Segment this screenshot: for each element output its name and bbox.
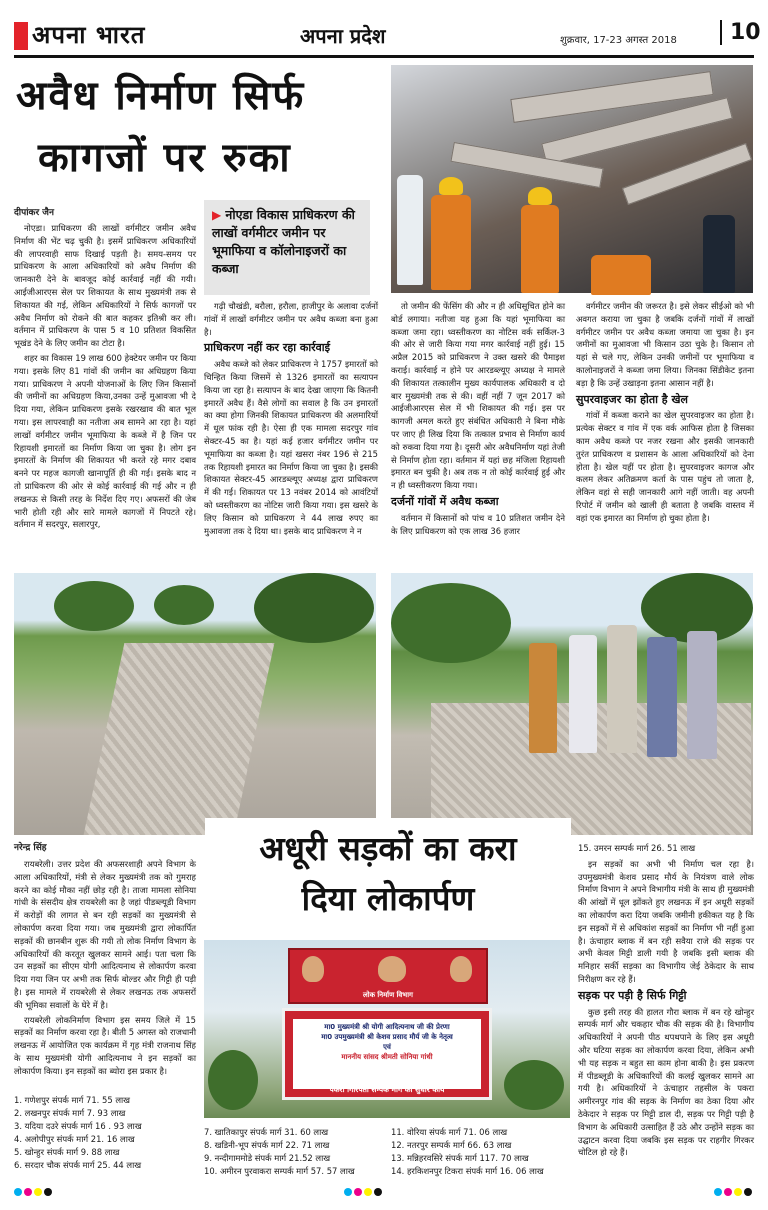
story2-byline: नरेन्द्र सिंह xyxy=(14,843,47,853)
board-line-1: मा0 मुख्यमंत्री श्री योगी आदित्यनाथ जी की प्रेरणा xyxy=(324,1023,450,1031)
story1-col3-para2: वर्तमान में किसानों को पांच व 10 प्रतिशत जमीन देने के लिए प्राधिकरण को एक लाख 36 हजार xyxy=(391,512,565,536)
newspaper-brand: अपना भारत xyxy=(32,21,146,49)
story1-byline: दीपांकर जैन xyxy=(14,208,54,218)
header-rule xyxy=(14,55,754,58)
story2-col1-para1: रायबरेली। उत्तर प्रदेश की अफसरशाही अपने विभाग के आला अधिकारियों, मंत्री से लेकर मुख्यमंत्री तक को गुमराह करने का कोई मौका नहीं छोड़ रही है। ताजा मामला सोनिया गांधी के संसदीय क्षेत्र रायबरेली का है जहां पीडब्ल्यूडी विभाग में करोड़ों की लागत से बन रही सड़कों का मुख्यमंत्री से लोकार्पण करवा दिया गया। जब मुख्यमंत्री द्वारा लोकार्पित सड़कों की छानबीन शुरू की गयी तो लोक निर्माण विभाग के अधिकारियों की करतूत खुलकर सामने आई। पता चला कि उन सड़कों का सीएम योगी आदित्यनाथ से लोकार्पण करवा दिया गया जिन पर अभी तक सिर्फ बोल्डर और गिट्टी ही पड़ी है। इस मामले में रायबरेली से लेकर लखनऊ तक अफसरों की भूमिका सवालों के घेरे में है। xyxy=(14,859,196,1010)
section-title: अपना प्रदेश xyxy=(300,24,386,48)
pullquote-text: नोएडा विकास प्राधिकरण की लाखों वर्गमीटर जमीन पर भूमाफिया व कॉलोनाइजरों का कब्जा xyxy=(212,207,355,276)
road-item: 8. खडिनी-भूप संपर्क मार्ग 22. 71 लाख xyxy=(204,1140,330,1150)
road-item: 3. यदिया दउरे संपर्क मार्ग 16 . 93 लाख xyxy=(14,1121,142,1131)
road-item-15: 15. उमरन सम्पर्क मार्ग 26. 51 लाख xyxy=(578,843,696,853)
story1-subhead-3: सुपरवाइजर का होता है खेल xyxy=(576,392,688,406)
board-footer: पकरा गिरिपता सम्पर्क मार्ग का सुधार कार्य xyxy=(329,1085,445,1094)
story1-col1-para1: नोएडा। प्राधिकरण की लाखों वर्गमीटर जमीन अवैध निर्माण की भेंट चढ़ चुकी है। इसमें प्राधिकरण अधिकारियों की लापरवाही साफ दिखाई पड़ती है। समय-समय पर प्राधिकरण के आला अधिकारियों को अवैध निर्माण की जानकारी देने के बावजूद कोई कार्रवाई नहीं की गयी। आईजीआरएस सेल पर शिकायत के साथ मुख्यमंत्री तक से शिकायत की गई, लेकिन अधिकारियों ने सिर्फ कागजों पर अवैध निर्माण को रोकने की बात कहकर इतिश्री कर ली। वर्तमान में प्राधिकरण के पास 5 व 10 प्रतिशत विकसित भूखंड देने के लिए जमीन का टोटा है। xyxy=(14,223,196,349)
road-item: 14. हरकिशनपुर टिकरा संपर्क मार्ग 16. 06 लाख xyxy=(391,1166,544,1176)
board-top-banner xyxy=(288,948,488,1004)
board-main-plaque xyxy=(282,1008,492,1100)
story1-pullquote xyxy=(204,200,370,295)
story2-column-1 xyxy=(14,858,196,1076)
story1-column-1 xyxy=(14,222,196,558)
pullquote-marker-icon: ▶ xyxy=(212,208,226,222)
story2-col4-para2: कुछ इसी तरह की हालत गौरा ब्लाक में बन रहे खोन्हुर सम्पर्क मार्ग और चकहार चौक की सड़क की है। विभागीय अधिकारियों ने अपनी पीठ थपथपाने के लिए इस अधूरी और घटिया सड़क का लोकार्पण करवा दिया, लेकिन अभी भी यह सड़क न बहुत सा काम होना बाकी है। इस प्रकरण में पीडब्लूडी के अधिकारियों की कलई खुलकर सामने आ गयी है। अधिकारियों ने ऊंचाहार तहसील के पकरा अमीरनपुर गांव की सड़क के निर्माण का ठेका दिया और ठेकेदार ने सड़क पर मिट्टी डाल दी, सड़क पर गिट्टी पड़ी है विभाग के अधिकारी उत्साहित हैं उठे और उन्होंने सड़क का उद्घाटन करवा दिया जबकि इस सड़क पर राहगीर गिरकर चोटिल हो रहे हैं। xyxy=(578,1006,754,1158)
inauguration-board-photo xyxy=(204,940,570,1118)
story1-col2-para2: अवैध कब्जे को लेकर प्राधिकरण ने 1757 इमारतों को चिन्हित किया जिसमें से 1326 इमारतों का सत्यापन किया जा रहा है। सत्यापन के बाद देखा जाएगा कि कितनी इमारतें अवैध हैं। वैसे लोगों का सवाल है कि उन इमारतों का क्या होगा जिनकी शिकायत प्राधिकरण की अलमारियों में धूल फांक रही है। ऐसा ही एक मामला सदरपुर गांव सेक्टर-45 का है। यहां कई हजार वर्गमीटर जमीन पर भूमाफिया का कब्जा है। यहां खसरा नंबर 196 से 215 तक रिहायशी इमारत का निर्माण किया जा चुका है। इसकी शिकायत सेक्टर-45 आरडब्ल्यूए अध्यक्ष द्वारा प्राधिकरण में की गई। शिकायत पर 13 नवंबर 2014 को आवंटियों को ध्वस्तीकरण का नोटिस जारी किया गया। इस खसरे के लिए किसान को प्राधिकरण ने 44 लाख रुपए का मुआवजा तक दे दिया था। इसके बाद प्राधिकरण ने न xyxy=(204,359,378,536)
road-item: 13. मन्निहरवसिरे संपर्क मार्ग 117. 70 लाख xyxy=(391,1153,529,1163)
board-top-caption: लोक निर्माण विभाग xyxy=(363,991,413,999)
road-item: 1. गणेशपुर संपर्क मार्ग 71. 55 लाख xyxy=(14,1095,131,1105)
story2-column-4 xyxy=(578,842,754,1182)
board-line-3: एवं xyxy=(383,1043,391,1051)
road-list-2 xyxy=(204,1126,384,1178)
header-accent-bar xyxy=(14,22,28,50)
road-item: 5. खोन्हुर संपर्क मार्ग 9. 88 लाख xyxy=(14,1147,120,1157)
unfinished-road-photo-1 xyxy=(14,573,376,835)
story1-col2-para1: गढ़ी चौखंडी, बरौला, हरौला, हाजीपुर के अलावा दर्जनों गांवों में लाखों वर्गमीटर जमीन पर अवैध कब्जा बना हुआ है। xyxy=(204,301,378,337)
road-item: 11. वोरिया संपर्क मार्ग 71. 06 लाख xyxy=(391,1127,508,1137)
road-item: 4. अलोपीपुर संपर्क मार्ग 21. 16 लाख xyxy=(14,1134,135,1144)
road-list-3 xyxy=(391,1126,573,1178)
board-line-2: मा0 उपमुख्यमंत्री श्री केशव प्रसाद मौर्य जी के नेतृत्व xyxy=(321,1033,453,1041)
story1-col4-para1: वर्गमीटर जमीन की जरूरत है। इसे लेकर सीईओ को भी अवगत कराया जा चुका है जबकि दर्जनों गांवों में लाखों वर्गमीटर जमीन पर अवैध कब्जा जमाया जा चुका है। इन जमीनों का मुआवजा भी किसान उठा चुके है। किसान तो यहां से चले गए, लेकिन उनकी जमीनों पर भूमाफिया व कालोनाइजरों ने कब्जा जमा लिया। जिनका सिंडीकेट इतना बड़ा है कि उन्हें उखाड़ना इतना आसान नहीं है। xyxy=(576,301,754,388)
story1-col1-para2: शहर का विकास 19 लाख 600 हेक्टेयर जमीन पर किया गया। इसके लिए 81 गांवों की जमीन का अधिग्रहण किया गया। प्राधिकरण ने अपनी योजनाओं के लिए जिन किसानों की जमीनों का अधिग्रहण किया,उनका उन्हें मुआवजा भी दे दिया गया, लेकिन प्राधिकरण इसके रखरखाव की बात भूल गया। इस लापरवाही का नतीजा अब सामने आ रहा है। यहां लाखों वर्गमीटर जमीन भूमाफिया के कब्जे में है जिन पर रिहायशी इमारतों का निर्माण किया जा चुका है। लोग इन इमारतों के निर्माण की शिकायत भी करते रहे मगर दबाव बनने पर महज कागजी खानापूर्ति ही की गई। इसके बाद न तो प्राधिकरण की ओर से कोई कार्रवाई की गई और न ही लखनऊ से किसी तरह के निर्देश दिए गए। अफसरों की जेब भारी होती रही और सारे मामले कागजों में निपटते रहे। वर्तमान में सदरपुर, सलारपुर, xyxy=(14,352,196,530)
road-item: 10. अमीरन पुरवाकरा सम्पर्क मार्ग 57. 57 लाख xyxy=(204,1166,355,1176)
story1-col3-para1: तो जमीन की फेंसिंग की और न ही अधिसूचित होने का बोर्ड लगाया। नतीजा यह हुआ कि यहां भूमाफिया का कब्जा जमा रहा। ध्वस्तीकरण का नोटिस वर्क सर्किल-3 की ओर से जारी किया गया मगर कार्रवाई नहीं हुई। 15 अप्रैल 2015 को प्राधिकरण ने उक्त खसरे की पैमाइश कराई। कार्रवाई न होने पर आरडब्ल्यूए अध्यक्ष ने मामले की शिकायत तत्कालीन मुख्य कार्यपालक अधिकारी व दो बार मुख्यमंत्री तक से की। वहीं नहीं 7 जून 2017 को आईजीआरएस सेल में भी शिकायत की गई। इस पर कागजी अमल करते हुए संबंधित अधिकारी ने बिना मौके पर जाए ही लिख दिया कि तत्काल प्रभाव से निर्माण कार्य को रुकवा दिया गया है। दूसरी ओर अवैधनिर्माण यहां तेजी से निर्माण होता रहा। वर्तमान में यहां छह मंजिला रिहायशी इमारत बन चुकी है। अब तक न तो कोई कार्रवाई हुई और न ही ध्वस्तीकरण किया गया। xyxy=(391,301,565,491)
story1-subhead-1: प्राधिकरण नहीं कर रहा कार्रवाई xyxy=(204,341,331,355)
issue-date: शुक्रवार, 17-23 अगस्त 2018 xyxy=(560,35,677,46)
unfinished-road-photo-2 xyxy=(391,573,753,835)
story1-column-3 xyxy=(391,300,565,558)
road-item: 12. नतरपुर सम्पर्क मार्ग 66. 63 लाख xyxy=(391,1140,512,1150)
story1-column-2 xyxy=(204,300,378,558)
story1-subhead-2: दर्जनों गांवों में अवैध कब्जा xyxy=(391,494,499,508)
story2-headline-line2: दिया लोकार्पण xyxy=(301,879,475,918)
road-item: 2. लखनपुर संपर्क मार्ग 7. 93 लाख xyxy=(14,1108,126,1118)
story1-column-4 xyxy=(576,300,754,558)
story2-subhead: सड़क पर पड़ी है सिर्फ गिट्टी xyxy=(578,988,687,1002)
story1-col4-para2: गांवों में कब्जा कराने का खेल सुपरवाइजर का होता है। प्रत्येक सेक्टर व गांव में एक वर्क आफिस होता है जिसका काम अवैध कब्जे पर नजर रखना और इसकी जानकारी तुरंत प्राधिकरण व प्रशासन के आला अधिकारियों को देना होता है। खेल यहीं पर होता है। सुपरवाइजर कागज और कलम लेकर अतिक्रमण कर्ता के पास पहुंच तो जाता है, लेकिन वहां से सही जानकारी आगे नहीं जाती। वह अपनी रिपोर्ट में जमीन को खाली ही बताता है जबकि वास्तव में वहां एक इमारत का निर्माण हो चुका होता है। xyxy=(576,410,754,523)
road-item: 7. खातिकापुर संपर्क मार्ग 31. 60 लाख xyxy=(204,1127,329,1137)
story1-headline-line2: कागजों पर रुका xyxy=(38,135,292,181)
story2-col4-para1: इन सड़कों का अभी भी निर्माण चल रहा है। उपमुख्यमंत्री केशव प्रसाद मौर्य के नियंत्रण वाले लोक निर्माण विभाग ने अपने विभागीय मंत्री के साथ ही मुख्यमंत्री की आंखों में धूल झोंकते हुए लखनऊ में इन अधूरी सड़कों का लोकार्पण करा दिया जबकि जमीनी हकीकत यह है कि इन सड़कों में से अधिकांश सड़कों का निर्माण भी नहीं हुआ है। ऊंचाहार ब्लाक में बन रही सवैया राजे की सड़क पर अभी केवल मिट्टी डाली गयी है जबकि इसी ब्लाक की मनिहार सर्की सड़का का विभागीय जेई ठेकेदार के साथ निरीक्षण कर रहे हैं। xyxy=(578,858,754,984)
road-item: 6. सरदार चौक संपर्क मार्ग 25. 44 लाख xyxy=(14,1160,142,1170)
page-number: 10 xyxy=(720,20,761,45)
story2-headline-line1: अधूरी सड़कों का करा xyxy=(259,829,517,868)
story1-headline-line1: अवैध निर्माण सिर्फ xyxy=(16,73,306,119)
story2-col1-para2: रायबरेली लोकनिर्माण विभाग इस समय जिले में 15 सड़कों का निर्माण करवा रहा है। बीती 5 अगस्त को राजधानी लखनऊ में आयोजित एक कार्यक्रम में गृह मंत्री राजनाथ सिंह के साथ मुख्यमंत्री योगी आदित्यनाथ ने इन सड़कों का लोकार्पण किया। इन सड़कों का ब्योरा इस प्रकार है। xyxy=(14,1014,196,1076)
road-list-1 xyxy=(14,1094,196,1172)
story2-headline xyxy=(205,818,571,938)
road-item: 9. नन्दीगाममोडे संपर्क मार्ग 21.52 लाख xyxy=(204,1153,331,1163)
building-collapse-photo xyxy=(391,65,753,293)
print-registration-marks xyxy=(14,1188,754,1198)
board-line-4: माननीय सांसद श्रीमती सोनिया गांधी xyxy=(341,1053,433,1061)
